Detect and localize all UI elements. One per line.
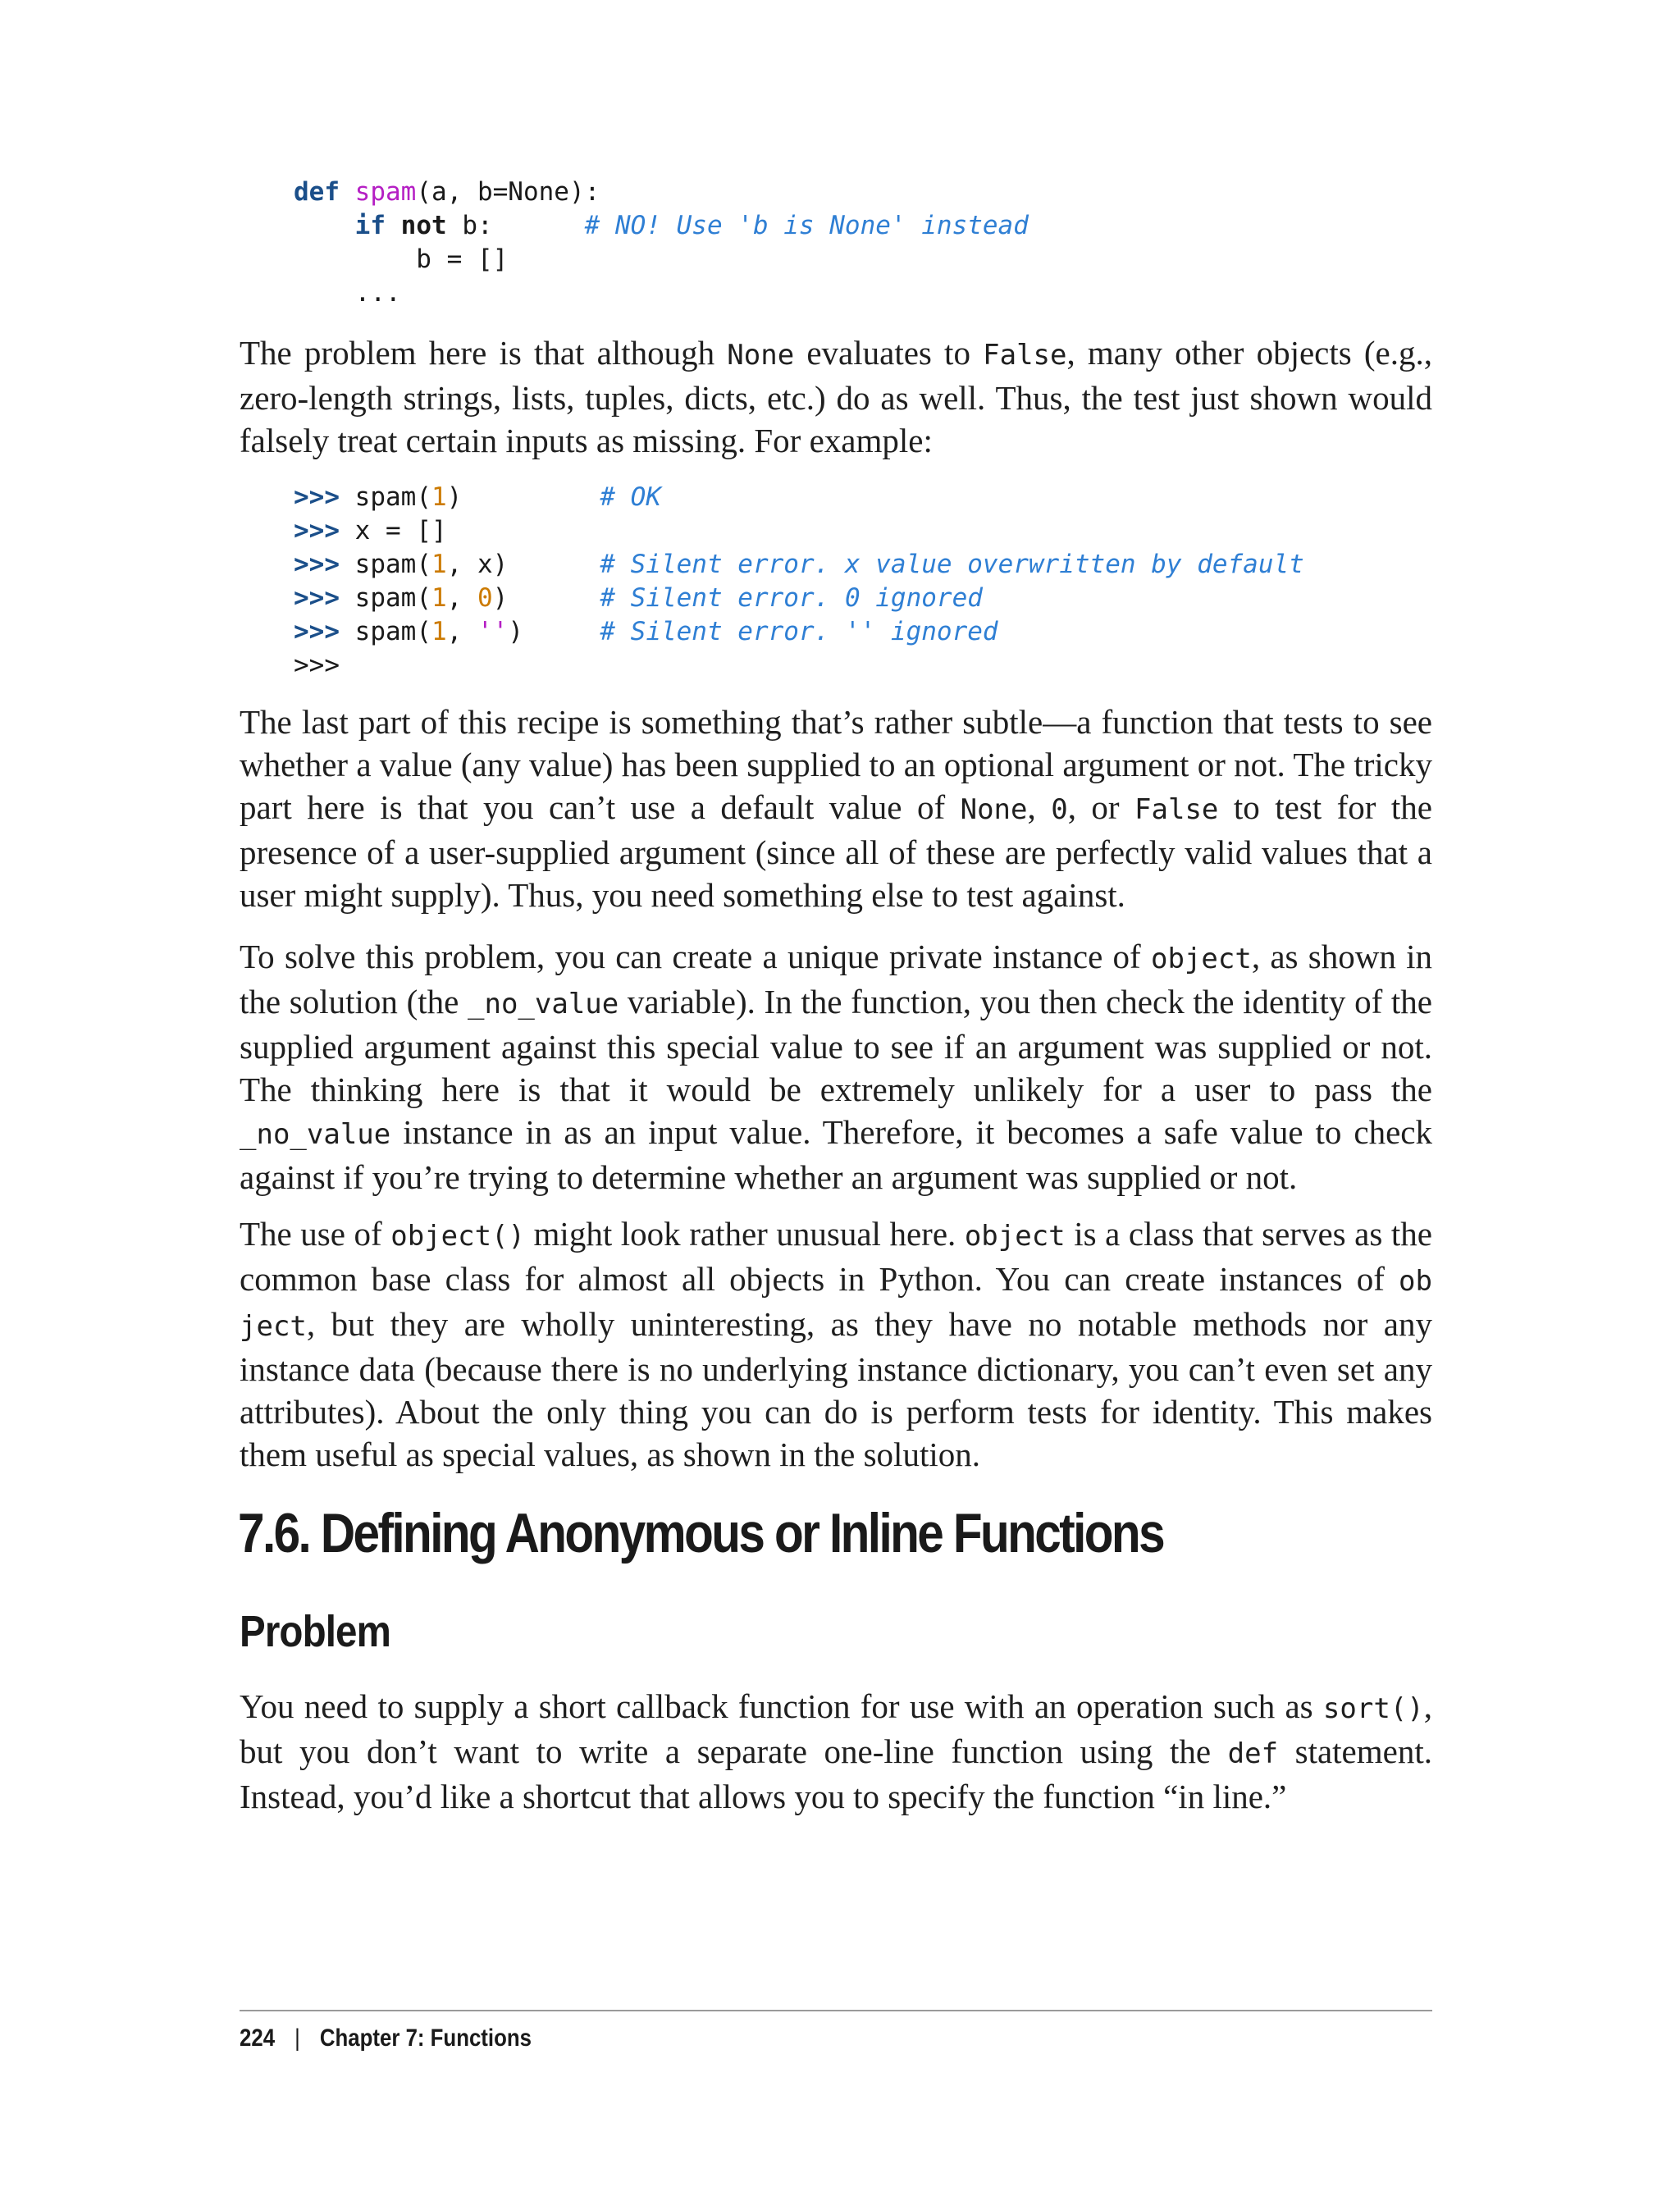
code-text: spam(	[354, 482, 431, 512]
section-heading: 7.6. Defining Anonymous or Inline Functions	[238, 1502, 1164, 1564]
prompt-symbol: >>>	[294, 550, 340, 579]
code-comment: # NO! Use 'b is None' instead	[584, 211, 1029, 240]
text-run: , many other objects (e.g., zero-length strings, lists, tuples, dicts, etc.) do as well. Thus, the test just shown would falsely treat certain inputs as missing. For example:	[240, 334, 1432, 459]
inline-code: _no_value	[240, 1118, 391, 1151]
text-run: , as shown in the solution (the	[240, 938, 1432, 1020]
prompt-symbol: >>>	[294, 583, 340, 613]
paragraph-subtle-part	[240, 701, 1432, 916]
code-text: b:	[462, 211, 493, 240]
code-number: 1	[431, 550, 447, 579]
paragraph-solve-problem	[240, 935, 1432, 1198]
subsection-heading: Problem	[240, 1607, 390, 1656]
text-run: The use of	[240, 1215, 391, 1253]
inline-code: ob ject	[240, 1265, 1432, 1343]
text-run: , but you don’t want to write a separate one-line function using the	[240, 1687, 1432, 1770]
code-indent	[294, 211, 355, 240]
page-footer	[240, 2025, 532, 2052]
code-text: ,	[446, 583, 477, 613]
code-comment: # Silent error. '' ignored	[600, 617, 998, 646]
code-text: spam(	[354, 617, 431, 646]
text-run: ,	[1027, 788, 1052, 826]
code-text: ...	[294, 278, 401, 308]
code-text: b = []	[294, 244, 509, 274]
text-run: To solve this problem, you can create a unique private instance of	[240, 938, 1151, 975]
inline-code: None	[727, 339, 795, 372]
text-run: instance in as an input value. Therefore, it becomes a safe value to check against if you’re trying to determine whether an argument was supplied or not.	[240, 1113, 1432, 1196]
inline-code: object	[964, 1220, 1066, 1253]
code-text: )	[508, 617, 523, 646]
inline-code: False	[983, 339, 1067, 372]
text-run: The last part of this recipe is something that’s rather subtle—a function that tests to see whether a value (any value) has been supplied to an optional argument or not. The tricky part here is that you can’t use a default value of	[240, 703, 1432, 826]
prompt-symbol: >>>	[294, 617, 340, 646]
text-run: evaluates to	[794, 334, 984, 372]
code-number: 1	[431, 482, 447, 512]
code-number: 0	[477, 583, 493, 613]
code-text: (a, b=None):	[416, 177, 600, 207]
paragraph-object-usage	[240, 1212, 1432, 1476]
text-run: , or	[1067, 788, 1135, 826]
paragraph-problem-statement	[240, 1685, 1432, 1818]
code-text: spam(	[354, 583, 431, 613]
code-block-def-spam	[294, 176, 1029, 310]
code-number: 1	[431, 617, 447, 646]
prompt-symbol: >>>	[294, 482, 340, 512]
code-keyword: def	[294, 177, 340, 207]
code-text: )	[446, 482, 463, 512]
inline-code: _no_value	[468, 988, 619, 1020]
footer-separator: |	[294, 2025, 300, 2052]
inline-code: 0	[1051, 793, 1068, 826]
inline-code: object	[1150, 943, 1252, 975]
code-text: x = []	[354, 516, 447, 546]
code-comment: # OK	[600, 482, 661, 512]
inline-code: False	[1134, 793, 1219, 826]
code-keyword: not	[400, 211, 447, 240]
text-run: is a class that serves as the common base class for almost all objects in Python. You can create instances of	[240, 1215, 1432, 1298]
code-text: , x)	[446, 550, 509, 579]
inline-code: sort()	[1322, 1692, 1424, 1725]
text-run: variable). In the function, you then check the identity of the supplied argument against this special value to see if an argument was supplied or not. The thinking here is that it would be extremely unlikely for a user to pass the	[240, 983, 1432, 1108]
code-text: ,	[446, 617, 477, 646]
text-run: , but they are wholly uninteresting, as they have no notable methods nor any instance data (because there is no underlying instance dictionary, you can’t even set any attributes). About the only thing you can do is perform tests for identity. This makes them useful as special values, as shown in the solution.	[240, 1305, 1432, 1473]
inline-code: None	[960, 793, 1028, 826]
text-run: might look rather unusual here.	[524, 1215, 965, 1253]
code-number: 1	[431, 583, 447, 613]
inline-code: object()	[390, 1220, 525, 1253]
code-keyword: if	[354, 211, 386, 240]
paragraph-problem-none	[240, 331, 1432, 462]
code-block-interactive	[294, 481, 1304, 682]
text-run: You need to supply a short callback function for use with an operation such as	[240, 1687, 1323, 1725]
code-string: ''	[477, 617, 509, 646]
page-number: 224	[240, 2025, 276, 2052]
text-run: to test for the presence of a user-supplied argument (since all of these are perfectly valid values that a user might supply). Thus, you need something else to test against.	[240, 788, 1432, 914]
prompt-symbol: >>>	[294, 516, 340, 546]
inline-code: def	[1227, 1737, 1279, 1770]
code-text: )	[492, 583, 509, 613]
text-run: statement. Instead, you’d like a shortcut that allows you to specify the function “in line.”	[240, 1732, 1432, 1815]
text-run: The problem here is that although	[240, 334, 728, 372]
code-text: spam(	[354, 550, 431, 579]
code-comment: # Silent error. 0 ignored	[600, 583, 983, 613]
code-comment: # Silent error. x value overwritten by default	[600, 550, 1304, 579]
footer-divider	[240, 2010, 1432, 2011]
code-function-name: spam	[354, 177, 417, 207]
prompt-symbol: >>>	[294, 651, 340, 680]
chapter-title: Chapter 7: Functions	[319, 2025, 532, 2052]
